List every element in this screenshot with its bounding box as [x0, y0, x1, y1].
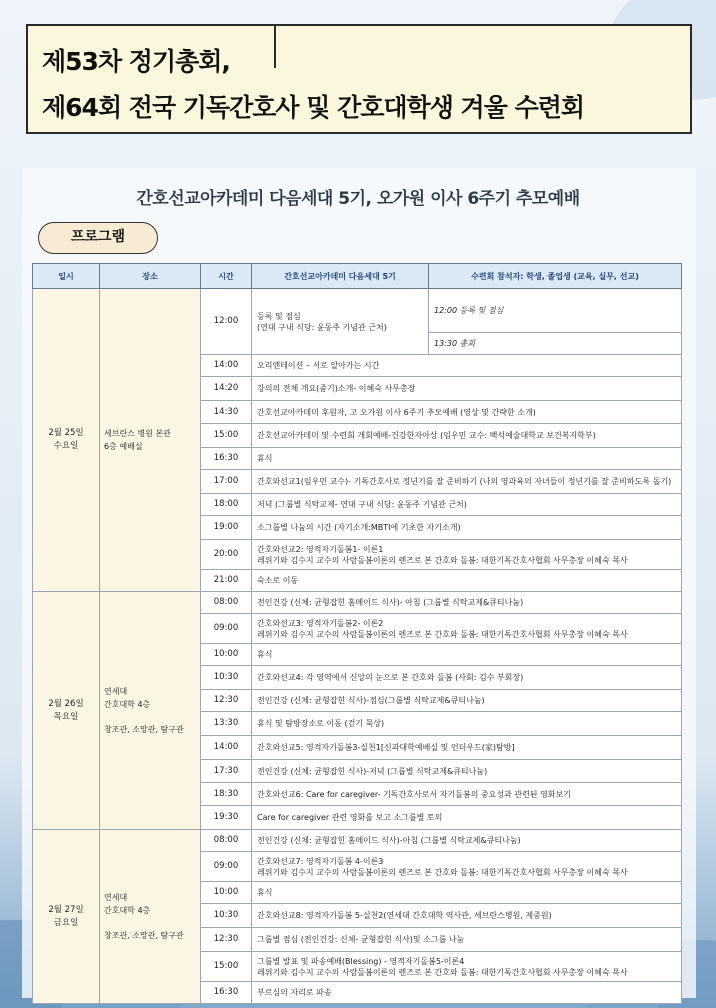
- time-cell: 17:00: [201, 470, 252, 494]
- place-line: 연세대: [104, 687, 128, 696]
- day-weekday: 수요일: [53, 441, 79, 451]
- time-cell: 10:00: [201, 882, 252, 904]
- title-line-2: 제64회 전국 기독간호사 및 간호대학생 겨울 수련회: [42, 93, 585, 122]
- day-date: 2월 25일: [48, 428, 84, 438]
- place-line: 6층 예배실: [104, 442, 143, 451]
- activity-title: 간호와선교2: 영적자기돌봄1- 이론1: [257, 544, 384, 554]
- activity-cell: 전인건강 (신체: 균형잡힌 홈메이드 식사)-아침 (그룹별 식탁교제&큐티나눔): [252, 830, 682, 852]
- activity-cell: 간호선교아카데미 후원자, 고 오가원 이사 6주기 추모예배 (영상 및 간략한 소개): [252, 401, 682, 424]
- time-cell: 10:30: [201, 666, 252, 690]
- activity-cell: 간호와선교6: Care for caregiver- 기독간호사로서 자기돌봄의 중요성과 관련된 영화보기: [252, 783, 682, 806]
- time-cell: 18:00: [201, 494, 252, 516]
- place-line: 세브란스 병원 본관: [104, 429, 171, 438]
- activity-cell: 부르심의 자리로 파송: [252, 982, 682, 1004]
- retreat-cell: 13:30 총회: [429, 333, 682, 355]
- activity-cell: 간호선교아카데미 및 수련회 개회예배-건강한자아상 (임우민 교수: 백석예술대학교 보건복지학부): [252, 424, 682, 448]
- time-cell: 16:30: [201, 982, 252, 1004]
- place-line: 창조관, 소망관, 탐구관: [104, 725, 184, 734]
- activity-cell: 전인건강 (신체: 균형잡힌 식사)-저녁 (그룹별 식탁교제&큐티나눔): [252, 760, 682, 783]
- activity-detail: 레위기와 김수지 교수의 사람돌봄이론의 렌즈로 본 간호와 돌봄: 대한기독간호사협회 사무총장 이혜숙 목사: [257, 867, 628, 877]
- place-line: 간호대학 4층: [104, 700, 151, 709]
- day-cell: [33, 830, 100, 1004]
- activity-cell: 전인건강 (신체: 균형잡힌 식사)-점심(그룹별 식탁교제&큐티나눔): [252, 690, 682, 712]
- day-weekday: 목요일: [53, 711, 79, 722]
- place-cell: [100, 592, 201, 830]
- header-academy: 간호선교아카데미 다음세대 5기: [252, 264, 429, 289]
- activity-cell: 휴식: [252, 448, 682, 470]
- activity-title: 간호와선교7: 영적자기돌봄 4-이론3: [257, 856, 384, 866]
- activity-cell: 간호와선교8: 영적자기돌봄 5-실천2(연세대 간호대학 역사관, 세브란스병원, 제중원): [252, 904, 682, 928]
- activity-detail: 레위기와 김수지 교수의 사람돌봄이론의 렌즈로 본 간호와 돌봄: 대한기독간호사협회 사무총장 이혜숙 목사: [257, 629, 628, 639]
- time-cell: 21:00: [201, 570, 252, 592]
- day-cell: [33, 592, 100, 830]
- time-cell: 17:30: [201, 760, 252, 783]
- activity-cell: 그룹별 점심 (전인건강: 신체- 균형잡힌 식사)및 소그룹 나눔: [252, 928, 682, 952]
- activity-cell: [252, 852, 682, 882]
- academy-text: 등록 및 점심: [257, 311, 301, 321]
- activity-cell: 오리엔테이션 – 서로 알아가는 시간: [252, 355, 682, 377]
- place-line: 연세대: [104, 893, 128, 902]
- day-date: 2월 26일: [48, 698, 84, 709]
- activity-cell: 휴식 및 탐방장소로 이동 (걷기 묵상): [252, 712, 682, 736]
- time-cell: 20:00: [201, 540, 252, 570]
- activity-detail: 레위기와 김수지 교수의 사람돌봄이론의 렌즈로 본 간호와 돌봄: 대한기독간호사협회 사무총장 이혜숙 목사: [257, 555, 628, 565]
- time-cell: 09:00: [201, 614, 252, 644]
- time-cell: 12:00: [201, 289, 252, 355]
- time-cell: 14:20: [201, 377, 252, 401]
- time-cell: 08:00: [201, 592, 252, 614]
- activity-cell: 전인건강 (신체: 균형잡힌 홈메이드 식사)- 아침 (그룹별 식탁교제&큐티나눔): [252, 592, 682, 614]
- time-cell: 14:30: [201, 401, 252, 424]
- time-cell: 16:30: [201, 448, 252, 470]
- activity-cell: 휴식: [252, 644, 682, 666]
- activity-title: 간호와선교3: 영적자기돌봄2- 이론2: [257, 618, 384, 628]
- title-line-1: 제53차 정기총회,: [42, 47, 230, 76]
- activity-cell: 소그룹별 나눔의 시간 (자기소개:MBTI에 기초한 자기소개): [252, 516, 682, 540]
- activity-detail: 레위기와 김수지 교수의 사람돌봄이론의 렌즈로 본 간호와 돌봄: 대한기독간호사협회 사무총장 이혜숙 목사: [257, 967, 628, 977]
- time-cell: 08:00: [201, 830, 252, 852]
- activity-cell: 간호와선교1(임우민 교수)- 기독간호사로 정년기를 잘 준비하기 (나의 영과육의 자녀들이 정년기를 잘 준비하도록 돕기): [252, 470, 682, 494]
- subtitle: 간호선교아카데미 다음세대 5기, 오가원 이사 6주기 추모예배: [136, 189, 580, 209]
- activity-cell: 휴식: [252, 882, 682, 904]
- activity-cell: 숙소로 이동: [252, 570, 682, 592]
- day-cell: [33, 289, 100, 592]
- header-retreat: 수련회 참석자: 학생, 졸업생 (교육, 실무, 선교): [429, 264, 682, 289]
- time-cell: 15:00: [201, 424, 252, 448]
- time-cell: 19:30: [201, 806, 252, 830]
- time-cell: 13:30: [201, 712, 252, 736]
- header-time: 시간: [201, 264, 252, 289]
- activity-cell: 간호와선교5: 영적자기돌봄3-실천1[신과대학예배실 및 언더우드(家)탐방]: [252, 736, 682, 760]
- day-weekday: 금요일: [53, 917, 79, 928]
- day-date: 2월 27일: [48, 904, 84, 915]
- program-label: 프로그램: [38, 222, 158, 254]
- time-cell: 14:00: [201, 736, 252, 760]
- time-cell: 10:30: [201, 904, 252, 928]
- activity-cell: 간호와선교4: 각 영역에서 신앙의 눈으로 본 간호와 돌봄 (사회: 김수 부회장): [252, 666, 682, 690]
- place-cell: [100, 289, 201, 592]
- time-cell: 19:00: [201, 516, 252, 540]
- activity-cell: 강의의 전체 개요(줌기)소개- 이혜숙 사무총장: [252, 377, 682, 401]
- header-place: 장소: [100, 264, 201, 289]
- academy-text: (연대 구내 식당: 윤동주 기념관 근처): [257, 322, 387, 332]
- time-cell: 15:00: [201, 952, 252, 982]
- activity-title: 그룹별 발표 및 파송예배(Blessing) - 영적자기돌봄5-이론4: [257, 956, 465, 966]
- time-cell: 18:30: [201, 783, 252, 806]
- activity-cell: Care for caregiver 관련 영화를 보고 소그룹별 토의: [252, 806, 682, 830]
- header-date: 일시: [33, 264, 100, 289]
- time-cell: 14:00: [201, 355, 252, 377]
- schedule-table: [32, 263, 682, 1004]
- activity-cell: [252, 540, 682, 570]
- time-cell: 12:30: [201, 928, 252, 952]
- place-line: 창조관, 소망관, 탐구관: [104, 931, 184, 940]
- activity-cell: [252, 952, 682, 982]
- time-cell: 12:30: [201, 690, 252, 712]
- academy-cell: [252, 289, 429, 355]
- time-cell: 09:00: [201, 852, 252, 882]
- activity-cell: 저녁 (그룹별 식탁교제- 연대 구내 식당: 윤동주 기념관 근처): [252, 494, 682, 516]
- time-cell: 10:00: [201, 644, 252, 666]
- activity-cell: [252, 614, 682, 644]
- place-cell: [100, 830, 201, 1004]
- place-line: 간호대학 4층: [104, 906, 151, 915]
- retreat-cell: 12:00 등록 및 점심: [429, 289, 682, 333]
